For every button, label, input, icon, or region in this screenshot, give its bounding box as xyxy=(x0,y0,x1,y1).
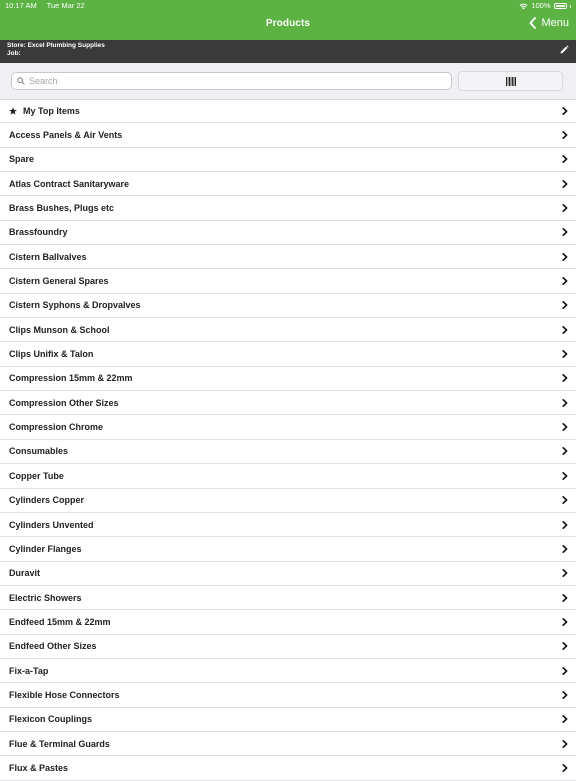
chevron-right-icon xyxy=(562,691,568,699)
chevron-right-icon xyxy=(562,399,568,407)
barcode-scan-button[interactable] xyxy=(458,71,563,91)
status-left xyxy=(5,0,93,12)
list-item[interactable] xyxy=(0,635,576,659)
list-item-label: Duravit xyxy=(9,568,41,579)
list-item[interactable] xyxy=(0,464,576,488)
battery-percent: 100% xyxy=(531,1,551,10)
chevron-right-icon xyxy=(562,350,568,358)
list-item-label: Cistern Ballvalves xyxy=(9,251,87,262)
list-item[interactable] xyxy=(0,537,576,561)
list-item-label: Compression 15mm & 22mm xyxy=(9,373,133,384)
list-item-label: Copper Tube xyxy=(9,470,64,481)
chevron-right-icon xyxy=(562,472,568,480)
chevron-right-icon xyxy=(562,228,568,236)
list-item[interactable] xyxy=(0,221,576,245)
star-icon xyxy=(9,107,17,115)
status-time: 10:17 AM xyxy=(5,1,37,10)
list-item[interactable] xyxy=(0,367,576,391)
list-item[interactable] xyxy=(0,342,576,366)
list-item-label: Clips Unifix & Talon xyxy=(9,349,94,360)
search-field[interactable] xyxy=(11,72,452,90)
chevron-right-icon xyxy=(562,569,568,577)
chevron-right-icon xyxy=(562,423,568,431)
search-input[interactable] xyxy=(29,76,429,86)
list-item[interactable] xyxy=(0,440,576,464)
wifi-icon xyxy=(519,3,528,10)
list-item-label: Compression Other Sizes xyxy=(9,397,119,408)
chevron-right-icon xyxy=(562,131,568,139)
list-item[interactable] xyxy=(0,196,576,220)
list-item[interactable] xyxy=(0,148,576,172)
menu-label: Menu xyxy=(541,17,569,29)
list-item-label: Endfeed Other Sizes xyxy=(9,641,97,652)
list-item[interactable] xyxy=(0,172,576,196)
category-list xyxy=(0,99,576,781)
job-label: Job: xyxy=(7,50,21,57)
list-item-label: Access Panels & Air Vents xyxy=(9,130,123,141)
list-item[interactable] xyxy=(0,683,576,707)
list-item[interactable] xyxy=(0,513,576,537)
page-title: Products xyxy=(265,18,311,29)
navigation-bar xyxy=(0,0,576,40)
status-bar xyxy=(0,0,576,12)
list-item[interactable] xyxy=(0,610,576,634)
chevron-right-icon xyxy=(562,326,568,334)
list-item[interactable] xyxy=(0,123,576,147)
list-item[interactable] xyxy=(0,294,576,318)
status-right xyxy=(519,0,571,12)
chevron-right-icon xyxy=(562,155,568,163)
list-item[interactable] xyxy=(0,708,576,732)
list-item-label: Compression Chrome xyxy=(9,422,104,433)
chevron-right-icon xyxy=(562,594,568,602)
chevron-right-icon xyxy=(562,496,568,504)
list-item-label: Consumables xyxy=(9,446,69,457)
list-item-label: Spare xyxy=(9,154,35,165)
list-item-label: Endfeed 15mm & 22mm xyxy=(9,616,111,627)
store-name: Store: Excel Plumbing Supplies xyxy=(7,42,105,49)
list-item-label: My Top Items xyxy=(23,105,80,116)
search-bar-area xyxy=(0,63,576,100)
list-item-label: Atlas Contract Sanitaryware xyxy=(9,178,130,189)
list-item-label: Fix-a-Tap xyxy=(9,665,49,676)
chevron-right-icon xyxy=(562,204,568,212)
chevron-right-icon xyxy=(562,642,568,650)
chevron-right-icon xyxy=(562,715,568,723)
chevron-right-icon xyxy=(562,521,568,529)
list-item[interactable] xyxy=(0,391,576,415)
list-item[interactable] xyxy=(0,318,576,342)
list-item[interactable] xyxy=(0,756,576,780)
chevron-right-icon xyxy=(562,618,568,626)
list-item-label: Cylinders Unvented xyxy=(9,519,94,530)
list-item-label: Cistern Syphons & Dropvalves xyxy=(9,300,141,311)
chevron-right-icon xyxy=(562,447,568,455)
chevron-right-icon xyxy=(562,740,568,748)
list-item[interactable] xyxy=(0,269,576,293)
barcode-icon xyxy=(506,77,516,86)
chevron-right-icon xyxy=(562,107,568,115)
store-info-bar xyxy=(0,40,576,63)
list-item-label: Cylinders Copper xyxy=(9,495,85,506)
battery-cap xyxy=(570,5,572,8)
status-date: Tue Mar 22 xyxy=(46,1,85,10)
chevron-right-icon xyxy=(562,667,568,675)
list-item[interactable] xyxy=(0,489,576,513)
chevron-right-icon xyxy=(562,374,568,382)
search-icon xyxy=(17,77,25,85)
chevron-right-icon xyxy=(562,180,568,188)
battery-icon xyxy=(554,3,567,9)
list-item[interactable] xyxy=(0,732,576,756)
list-item-label: Electric Showers xyxy=(9,592,82,603)
list-item-label: Flexicon Couplings xyxy=(9,714,93,725)
list-item-label: Flux & Pastes xyxy=(9,762,69,773)
list-item-label: Flue & Terminal Guards xyxy=(9,738,110,749)
list-item[interactable] xyxy=(0,586,576,610)
list-item[interactable] xyxy=(0,562,576,586)
list-item-label: Cistern General Spares xyxy=(9,276,109,287)
list-item-label: Brass Bushes, Plugs etc xyxy=(9,203,115,214)
list-item[interactable] xyxy=(0,245,576,269)
menu-button[interactable] xyxy=(529,17,569,29)
list-item-my-top-items[interactable] xyxy=(0,99,576,123)
list-item-label: Flexible Hose Connectors xyxy=(9,689,120,700)
chevron-right-icon xyxy=(562,545,568,553)
edit-pencil-icon[interactable] xyxy=(559,45,569,55)
list-item-label: Clips Munson & School xyxy=(9,324,110,335)
chevron-left-icon xyxy=(529,17,536,29)
list-item[interactable] xyxy=(0,659,576,683)
list-item-label: Cylinder Flanges xyxy=(9,543,82,554)
list-item[interactable] xyxy=(0,415,576,439)
chevron-right-icon xyxy=(562,301,568,309)
chevron-right-icon xyxy=(562,253,568,261)
chevron-right-icon xyxy=(562,277,568,285)
list-item-label: Brassfoundry xyxy=(9,227,68,238)
